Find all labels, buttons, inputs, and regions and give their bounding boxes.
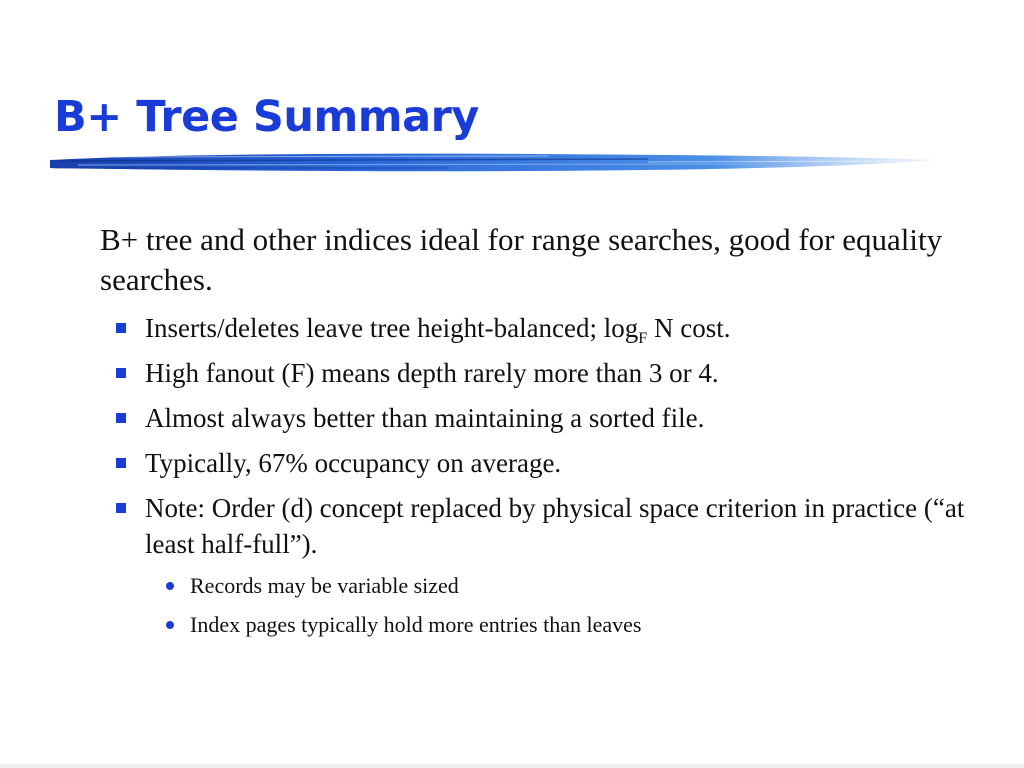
square-bullet-icon: [116, 323, 126, 333]
sub-bullet-text: Records may be variable sized: [190, 573, 459, 598]
square-bullet-icon: [116, 458, 126, 468]
bullet-item: [100, 490, 980, 562]
bullet-item: [100, 445, 980, 481]
bullet-text: Typically, 67% occupancy on average.: [145, 448, 562, 478]
bullet-item: [100, 355, 980, 391]
bullet-text-part: Inserts/deletes leave tree height-balanced; log: [145, 313, 639, 343]
square-bullet-icon: [116, 413, 126, 423]
subscript-f: F: [638, 329, 648, 347]
slide-title: B+ Tree Summary: [54, 92, 479, 142]
bullet-text: Note: Order (d) concept replaced by physical space criterion in practice (“at least half-full”).: [145, 493, 965, 559]
bullet-text-part: N cost.: [647, 313, 731, 343]
square-bullet-icon: [116, 368, 126, 378]
sub-bullet-item: [100, 610, 980, 640]
brush-stroke-divider: [48, 148, 938, 178]
slide-body: [100, 220, 980, 649]
intro-text: B+ tree and other indices ideal for range searches, good for equality searches.: [100, 222, 943, 297]
sub-bullet-item: [100, 571, 980, 601]
bullet-text: High fanout (F) means depth rarely more than 3 or 4.: [145, 358, 719, 388]
bullet-item: [100, 400, 980, 436]
bullet-text: Almost always better than maintaining a sorted file.: [145, 403, 705, 433]
sub-bullet-text: Index pages typically hold more entries than leaves: [190, 612, 642, 637]
round-bullet-icon: [166, 582, 174, 590]
bullet-item: [100, 310, 980, 346]
round-bullet-icon: [166, 621, 174, 629]
square-bullet-icon: [116, 503, 126, 513]
bottom-divider: [0, 764, 1024, 768]
